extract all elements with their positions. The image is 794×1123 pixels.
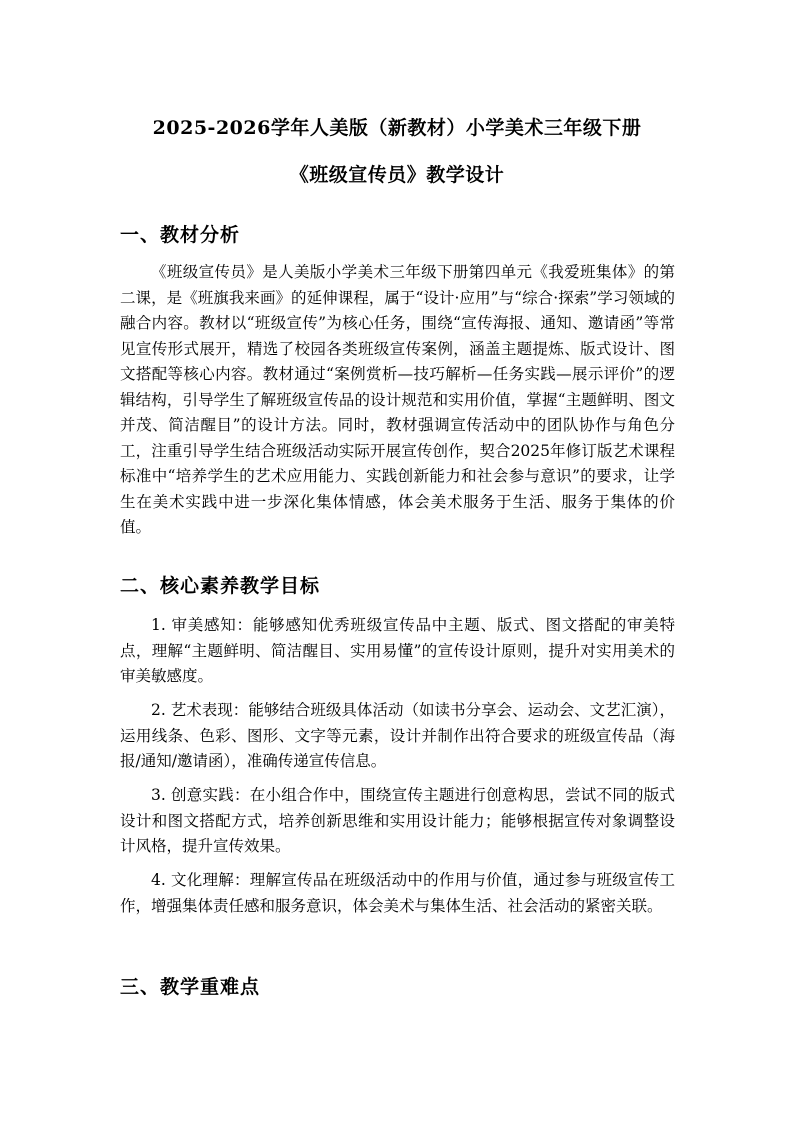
goal-artistic-expression: 2. 艺术表现：能够结合班级具体活动（如读书分享会、运动会、文艺汇演），运用线条、色彩、图形、文字等元素，设计并制作出符合要求的班级宣传品（海报/通知/邀请函），准确传递宣传信息。 [120,701,675,770]
goal-aesthetic-perception: 1. 审美感知：能够感知优秀班级宣传品中主题、版式、图文搭配的审美特点，理解“主题鲜明、简洁醒目、实用易懂”的宣传设计原则，提升对实用美术的审美敏感度。 [120,616,675,685]
goal-creative-practice: 3. 创意实践：在小组合作中，围绕宣传主题进行创意构思，尝试不同的版式设计和图文搭配方式，培养创新思维和实用设计能力；能够根据宣传对象调整设计风格，提升宣传效果。 [120,786,675,855]
document-title-line1: 2025-2026学年人美版（新教材）小学美术三年级下册 [152,117,642,139]
document-title-line2: 《班级宣传员》教学设计 [289,164,505,186]
section-heading-core-goals: 二、核心素养教学目标 [120,575,321,597]
goal-cultural-understanding: 4. 文化理解：理解宣传品在班级活动中的作用与价值，通过参与班级宣传工作，增强集体责任感和服务意识，体会美术与集体生活、社会活动的紧密关联。 [120,871,675,915]
section-heading-textbook-analysis: 一、教材分析 [120,224,241,246]
section-heading-key-difficulties: 三、教学重难点 [120,976,261,998]
textbook-analysis-paragraph: 《班级宣传员》是人美版小学美术三年级下册第四单元《我爱班集体》的第二课，是《班旗我来画》的延伸课程，属于“设计·应用”与“综合·探索”学习领域的融合内容。教材以“班级宣传”为核心任务，围绕“宣传海报、通知、邀请函”等常见宣传形式展开，精选了校园各类班级宣传案例，涵盖主题提炼、版式设计、图文搭配等核心内容。教材通过“案例赏析—技巧解析—任务实践—展示评价”的逻辑结构，引导学生了解班级宣传品的设计规范和实用价值，掌握“主题鲜明、图文并茂、简洁醒目”的设计方法。同时，教材强调宣传活动中的团队协作与角色分工，注重引导学生结合班级活动实际开展宣传创作，契合2025年修订版艺术课程标准中“培养学生的艺术应用能力、实践创新能力和社会参与意识”的要求，让学生在美术实践中进一步深化集体情感，体会美术服务于生活、服务于集体的价值。 [120,263,675,536]
